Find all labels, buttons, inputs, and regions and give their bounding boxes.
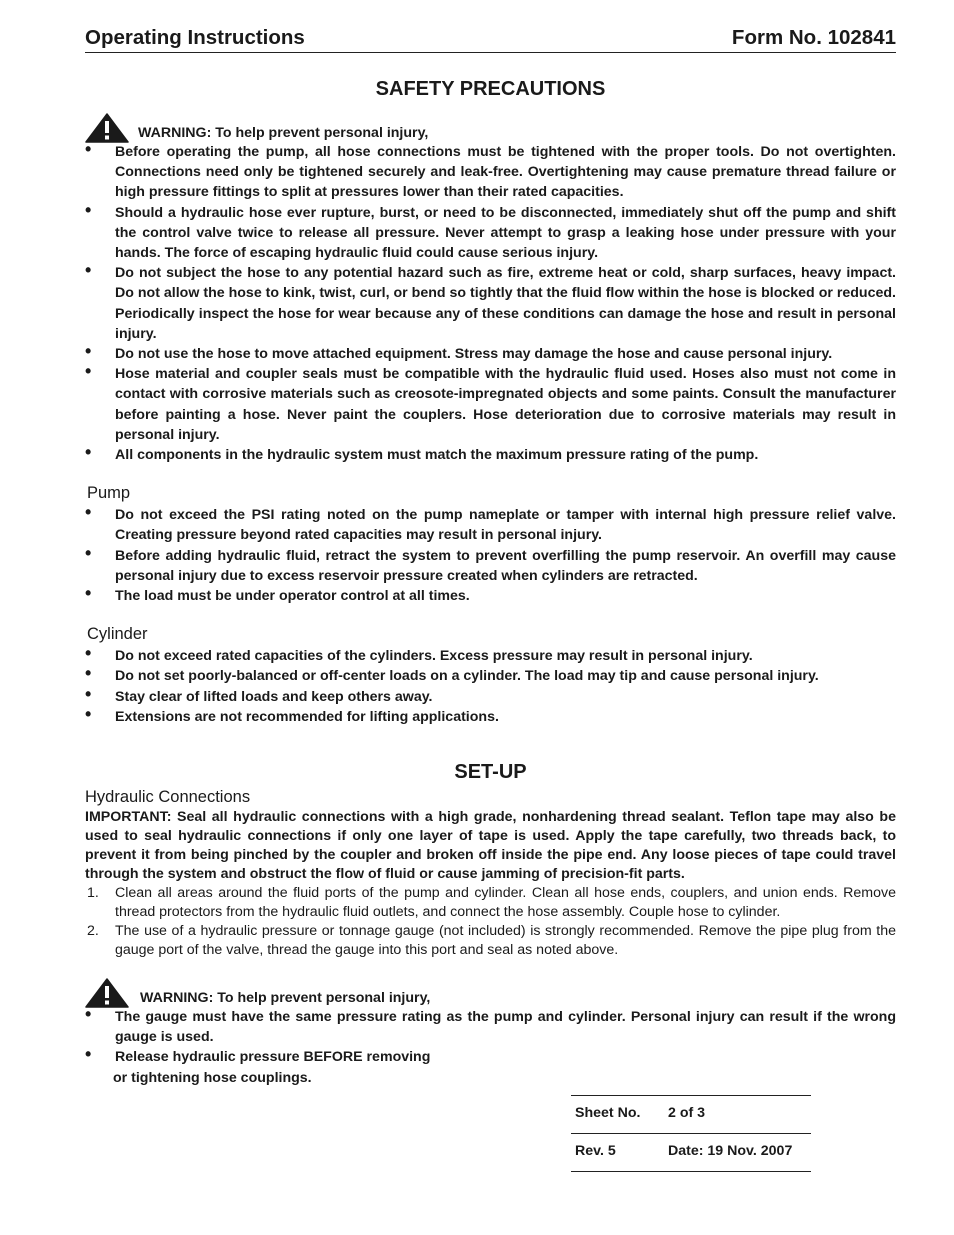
list-item: • The gauge must have the same pressure rating as the pump and cylinder. Personal injury can result if the wrong gauge is used. [85, 1004, 896, 1046]
bullet-dot: • [85, 643, 92, 664]
list-item: 1. Clean all areas around the fluid ports of the pump and cylinder. Clean all hose ends, couplers, and union ends. Remove thread protectors from the hydraulic fluid outlets, and connect the hose assembly. Couple hose to cylinder. [87, 885, 896, 921]
bullet-dot: • [85, 683, 92, 704]
list-item: • All components in the hydraulic system must match the maximum pressure rating of the pump. [85, 442, 759, 464]
setup-title: SET-UP [454, 761, 527, 784]
bullet-dot: • [85, 583, 92, 604]
revision-row [571, 1133, 811, 1172]
bullet-dot: • [85, 442, 92, 463]
bullet-dot: • [85, 260, 92, 281]
bullet-dot: • [85, 502, 92, 523]
list-item: • Before adding hydraulic fluid, retract the system to prevent overfilling the pump reservoir. An overfill may cause personal injury due to excess reservoir pressure created when cylinders are retracted. [85, 542, 896, 584]
list-item: 2. The use of a hydraulic pressure or tonnage gauge (not included) is strongly recommended. Remove the pipe plug from the gauge port of the valve, thread the gauge into this port and seal as noted above. [87, 923, 896, 959]
list-item: • The load must be under operator control at all times. [85, 583, 470, 605]
bullet-dot: • [85, 1004, 92, 1025]
list-item: • Do not use the hose to move attached equipment. Stress may damage the hose and cause personal injury. [85, 341, 833, 363]
gauge-warning [85, 978, 896, 1006]
important-note: IMPORTANT: Seal all hydraulic connections with a high grade, nonhardening thread sealant. Teflon tape may also be used to seal hydraulic connections if only one layer of tape is used. Apply the tape carefully, two threads back, to prevent it from being pinched by the coupler and broken off inside the pipe end. Any loose pieces of tape could travel through the system and obstruct the flow of fluid or cause jamming of precision-fit parts. [85, 809, 896, 883]
bullet-dot: • [85, 1044, 92, 1065]
gauge-warning-text: WARNING: To help prevent personal injury, [140, 990, 431, 1007]
list-item: • Do not exceed rated capacities of the cylinders. Excess pressure may result in personal injury. [85, 643, 753, 665]
bullet-dot: • [85, 341, 92, 362]
list-item: • Should a hydraulic hose ever rupture, burst, or need to be disconnected, immediately shut off the pump and shift the control valve twice to release all pressure. Never attempt to grasp a leaking hose under pressure with your hands. The force of escaping hydraulic fluid could cause serious injury. [85, 199, 896, 262]
header-title: Operating Instructions [85, 26, 305, 49]
cylinder-subtitle: Cylinder [87, 625, 148, 644]
form-number: Form No. 102841 [731, 26, 896, 49]
bullet-dot: • [85, 361, 92, 382]
safety-warning-text: WARNING: To help prevent personal injury, [138, 125, 429, 141]
revision-date: Date: 19 Nov. 2007 [668, 1143, 793, 1159]
cylinder-bullet-list [85, 643, 896, 727]
safety-bullet-list [85, 139, 896, 465]
document-header [85, 24, 896, 53]
list-item: • Do not set poorly-balanced or off-center loads on a cylinder. The load may tip and cause personal injury. [85, 663, 819, 685]
pump-bullet-list [85, 502, 896, 606]
list-item: • Stay clear of lifted loads and keep others away. [85, 683, 433, 705]
hydraulic-connections-subtitle: Hydraulic Connections [85, 788, 251, 807]
list-item: • Extensions are not recommended for lifting applications. [85, 703, 499, 725]
setup-steps [85, 884, 896, 960]
bullet-dot: • [85, 663, 92, 684]
bullet-dot: • [85, 199, 92, 220]
list-item: • Do not subject the hose to any potential hazard such as fire, extreme heat or cold, sharp surfaces, heavy impact. Do not allow the hose to kink, twist, curl, or bend so tightly that the fluid flow within the hose is blocked or reduced. Periodically inspect the hose for wear because any of these conditions can damage the hose and result in personal injury. [85, 260, 896, 342]
document-page [85, 24, 896, 1088]
list-item: • Release hydraulic pressure BEFORE removing or tightening hose couplings. [85, 1044, 431, 1086]
revision-label: Rev. 5 [575, 1143, 616, 1159]
safety-precautions-title: SAFETY PRECAUTIONS [375, 78, 606, 100]
sheet-number-row [571, 1095, 811, 1133]
gauge-bullet-list [85, 1004, 896, 1088]
sheet-info-table [571, 1095, 811, 1172]
safety-warning [85, 113, 896, 141]
list-item: • Before operating the pump, all hose connections must be tightened with the proper tools. Do not overtighten. Connections need only be tightened securely and leak-free. Overtightening may cause premature thread failure or high pressure fittings to split at pressures lower than their rated capacities. [85, 139, 896, 201]
list-item: • Hose material and coupler seals must be compatible with the hydraulic fluid used. Hoses also must not come in contact with corrosive materials such as creosote-impregnated objects and some paints. Consult the manufacturer before painting a hose. Never paint the couplers. Hose deterioration due to corrosive materials may result in personal injury. [85, 361, 896, 443]
bullet-dot: • [85, 542, 92, 563]
pump-subtitle: Pump [87, 484, 131, 503]
list-item: • Do not exceed the PSI rating noted on the pump nameplate or tamper with internal high pressure relief valve. Creating pressure beyond rated capacities may result in personal injury. [85, 502, 896, 544]
bullet-dot: • [85, 139, 92, 159]
bullet-dot: • [85, 703, 92, 724]
sheet-value: 2 of 3 [668, 1105, 706, 1121]
sheet-label: Sheet No. [575, 1105, 641, 1121]
